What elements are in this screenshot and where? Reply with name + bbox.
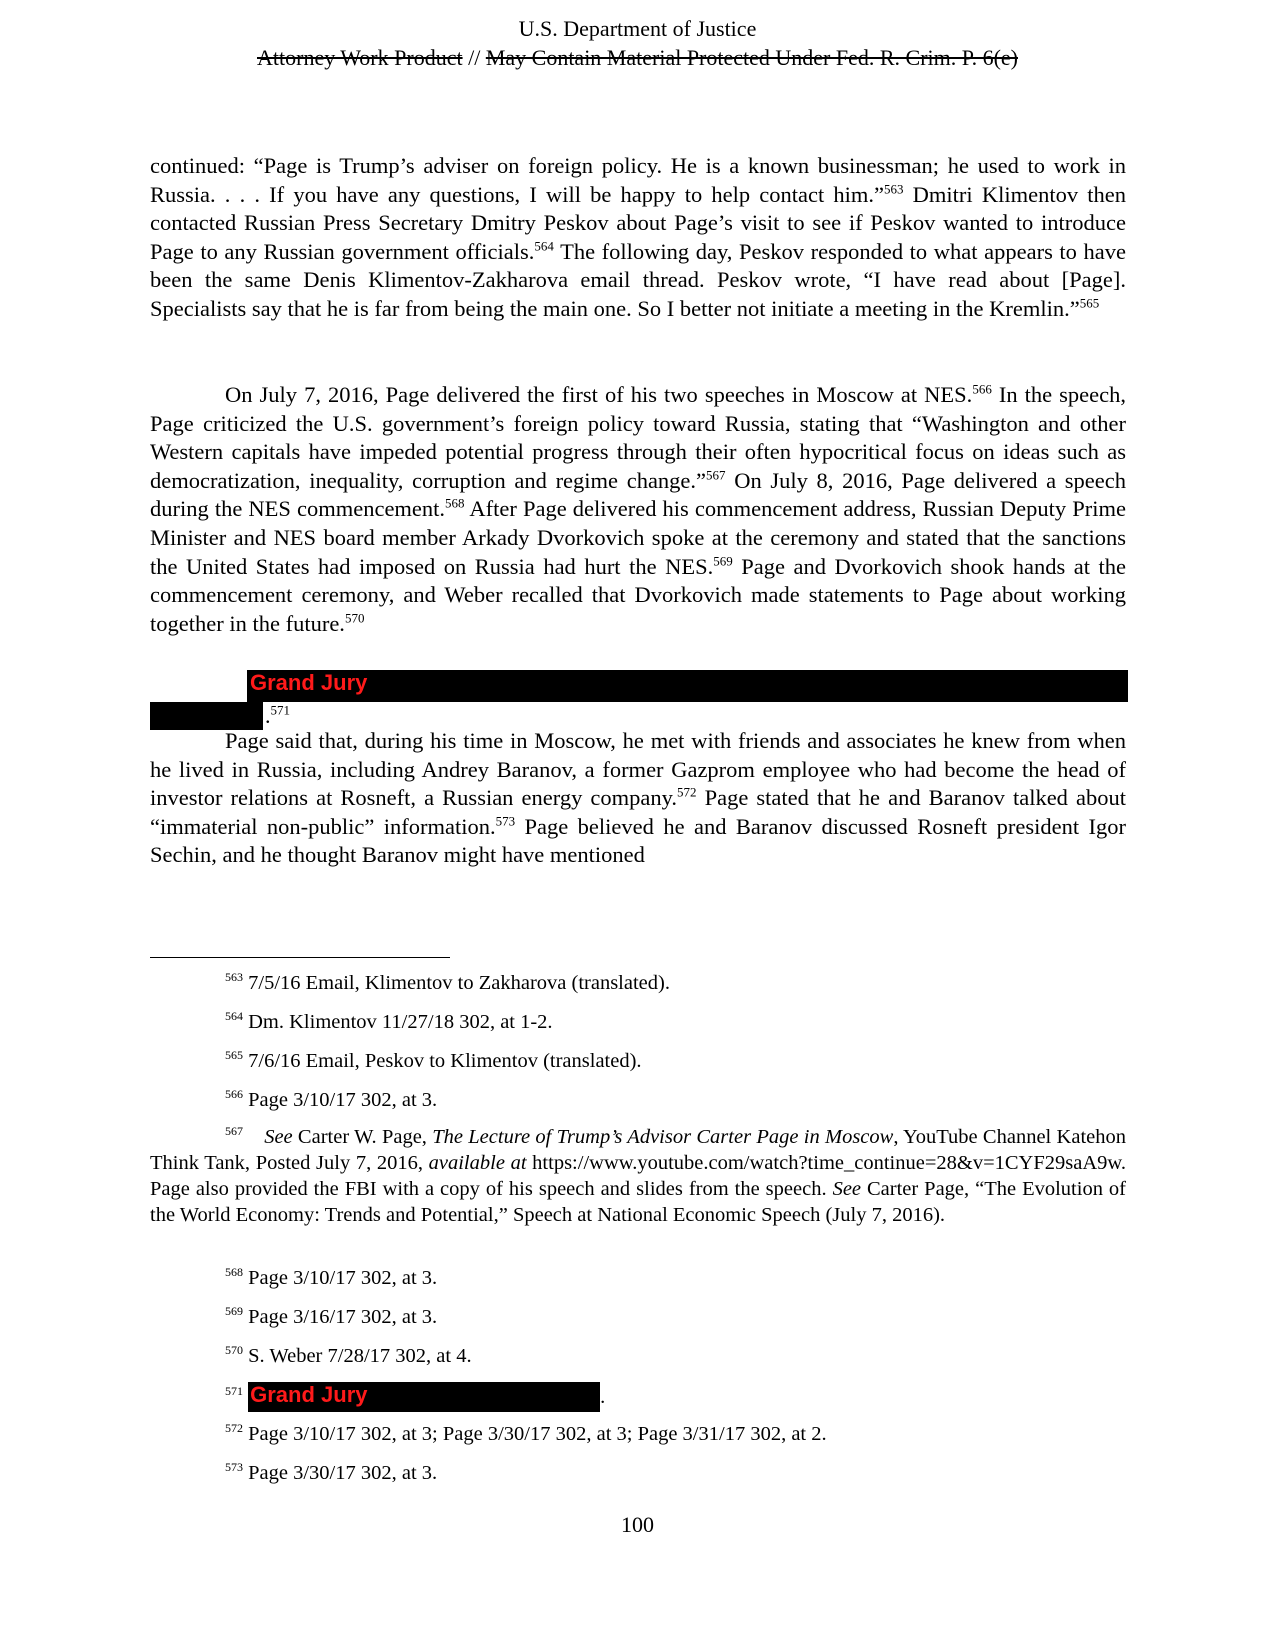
redaction-label: Grand Jury	[250, 670, 368, 695]
p2-text-1: On July 7, 2016, Page delivered the first of his two speeches in Moscow at NES.	[225, 382, 973, 407]
footnote-number: 567	[225, 1124, 243, 1139]
footnote-number: 568	[225, 1265, 243, 1280]
footnote-568	[150, 1265, 1126, 1291]
footnote-ref-567[interactable]: 567	[706, 467, 726, 483]
footnote-number: 573	[225, 1460, 243, 1475]
footnote-number: 569	[225, 1304, 243, 1319]
footnote-ref-573[interactable]: 573	[495, 813, 516, 829]
footnote-ref-568[interactable]: 568	[445, 495, 465, 511]
footnote-573	[150, 1460, 1126, 1486]
footnote-number: 572	[225, 1421, 243, 1436]
footnote-number: 566	[225, 1087, 243, 1102]
footnote-565	[150, 1048, 1126, 1074]
footnote-text: Dm. Klimentov 11/27/18 302, at 1-2.	[243, 1011, 553, 1033]
work-product-marking: Attorney Work Product	[257, 45, 463, 70]
footnote-number: 565	[225, 1048, 243, 1063]
footnote-ref-564[interactable]: 564	[534, 238, 554, 254]
p2-text-2: In the speech, Page criticized the U.S. government’s foreign policy toward Russia, stating that “Washington and other Western capitals have impeded potential progress through their often hypocritical focus on ideas such as democratization, inequality, corruption and regime change.”	[150, 382, 1126, 493]
p2-text-5: Page and Dvorkovich shook hands at the commencement ceremony, and Weber recalled that Dvorkovich made statements to Page about working together in the future.	[150, 553, 1126, 636]
footnote-569	[150, 1304, 1126, 1330]
footnote-ref-566[interactable]: 566	[972, 381, 992, 397]
signal-see: See	[264, 1126, 293, 1148]
p2-text-4: After Page delivered his commencement address, Russian Deputy Prime Minister and NES board member Arkady Dvorkovich spoke at the ceremony and stated that the sanctions the United States had imposed on Russia had hurt the NES.	[150, 496, 1126, 579]
footnote-ref-569[interactable]: 569	[713, 553, 733, 569]
footnote-text: Carter Page, “The Evolution of the World Economy: Trends and Potential,” Speech at National Economic Speech (July 7, 2016).	[150, 1178, 1126, 1226]
p2-text-3: On July 8, 2016, Page delivered a speech during the NES commencement.	[150, 467, 1126, 522]
footnote-url-text[interactable]: https://www.youtube.com/watch?time_continue=28&v=1CYF29saA9w. Page also provided the FBI with a copy of his speech and slides from the speech.	[150, 1152, 1126, 1200]
footnote-ref-572[interactable]: 572	[677, 784, 697, 800]
footnote-number: 564	[225, 1009, 243, 1024]
footnote-570	[150, 1343, 1126, 1369]
footnote-ref-563[interactable]: 563	[884, 181, 904, 197]
footnote-564	[150, 1009, 1126, 1035]
footnote-571	[150, 1382, 1126, 1412]
redaction-tail	[265, 703, 290, 729]
agency-name: U.S. Department of Justice	[518, 16, 757, 41]
footnote-563	[150, 970, 1126, 996]
signal-see: See	[832, 1178, 862, 1200]
footnote-number: 570	[225, 1343, 243, 1358]
paragraph-1	[150, 152, 1126, 324]
paragraph-2	[150, 381, 1126, 638]
grand-jury-marking: May Contain Material Protected Under Fed. R. Crim. P. 6(e)	[485, 45, 1018, 70]
footnote-566	[150, 1087, 1126, 1113]
p3-text-1: Page said that, during his time in Moscow, he met with friends and associates he knew from when he lived in Russia, including Andrey Baranov, a former Gazprom employee who had become the head of investor relations at Rosneft, a Russian energy company.	[150, 728, 1126, 811]
footnote-text: Page 3/16/17 302, at 3.	[243, 1306, 438, 1328]
footnote-ref-570[interactable]: 570	[344, 610, 365, 626]
footnote-ref-571[interactable]: 571	[270, 702, 290, 718]
p1-text-2: Dmitri Klimentov then contacted Russian Press Secretary Dmitry Peskov about Page’s visit to see if Peskov wanted to introduce Page to any Russian government officials.	[150, 181, 1126, 264]
classification-marking	[0, 43, 1275, 72]
redaction-block	[247, 670, 1128, 702]
footnote-text: , YouTube Channel Katehon Think Tank, Posted July 7, 2016,	[150, 1126, 1126, 1174]
p3-text-3: Page believed he and Baranov discussed Rosneft president Igor Sechin, and he thought Baranov might have mentioned	[150, 813, 1126, 868]
marking-separator: //	[462, 45, 486, 70]
p3-text-2: Page stated that he and Baranov talked about “immaterial non-public” information.	[150, 785, 1126, 839]
page-header	[0, 14, 1275, 72]
footnote-text: Page 3/10/17 302, at 3.	[243, 1267, 438, 1289]
footnote-567	[150, 1124, 1126, 1228]
p1-text-1: continued: “Page is Trump’s adviser on foreign policy. He is a known businessman; he used to work in Russia. . . . If you have any questions, I will be happy to help contact him.”	[150, 153, 1126, 207]
footnote-number: 571	[225, 1384, 243, 1399]
grand-jury-redaction-footnote	[248, 1382, 600, 1412]
footnote-text: 7/5/16 Email, Klimentov to Zakharova (translated).	[243, 972, 670, 994]
footnote-text: Page 3/10/17 302, at 3.	[243, 1089, 438, 1111]
footnote-text: Carter W. Page,	[292, 1126, 433, 1148]
footnote-text: S. Weber 7/28/17 302, at 4.	[243, 1345, 472, 1367]
footnote-ref-565[interactable]: 565	[1079, 295, 1100, 311]
page-number: 100	[621, 1512, 654, 1537]
grand-jury-redaction-body	[150, 670, 1128, 728]
redaction-block-continued	[150, 702, 263, 730]
footnote-text: 7/6/16 Email, Peskov to Klimentov (translated).	[243, 1050, 642, 1072]
footnote-text: .	[600, 1386, 606, 1408]
footnote-572	[150, 1421, 1126, 1447]
redaction-label: Grand Jury	[250, 1382, 368, 1407]
p1-text-3: The following day, Peskov responded to what appears to have been the same Denis Klimentov-Zakharova email thread. Peskov wrote, “I have read about [Page]. Specialists say that he is far from being the main one. So I better not initiate a meeting in the Kremlin.”	[150, 238, 1126, 321]
redaction-tail-period: .	[265, 703, 271, 728]
signal-available-at: available at	[428, 1152, 527, 1174]
footnote-text: Page 3/10/17 302, at 3; Page 3/30/17 302, at 3; Page 3/31/17 302, at 2.	[243, 1423, 827, 1445]
paragraph-3	[150, 727, 1126, 870]
video-title: The Lecture of Trump’s Advisor Carter Page in Moscow	[432, 1126, 894, 1148]
footnote-number: 563	[225, 970, 243, 985]
footnote-separator	[150, 957, 450, 958]
footnote-text: Page 3/30/17 302, at 3.	[243, 1462, 438, 1484]
